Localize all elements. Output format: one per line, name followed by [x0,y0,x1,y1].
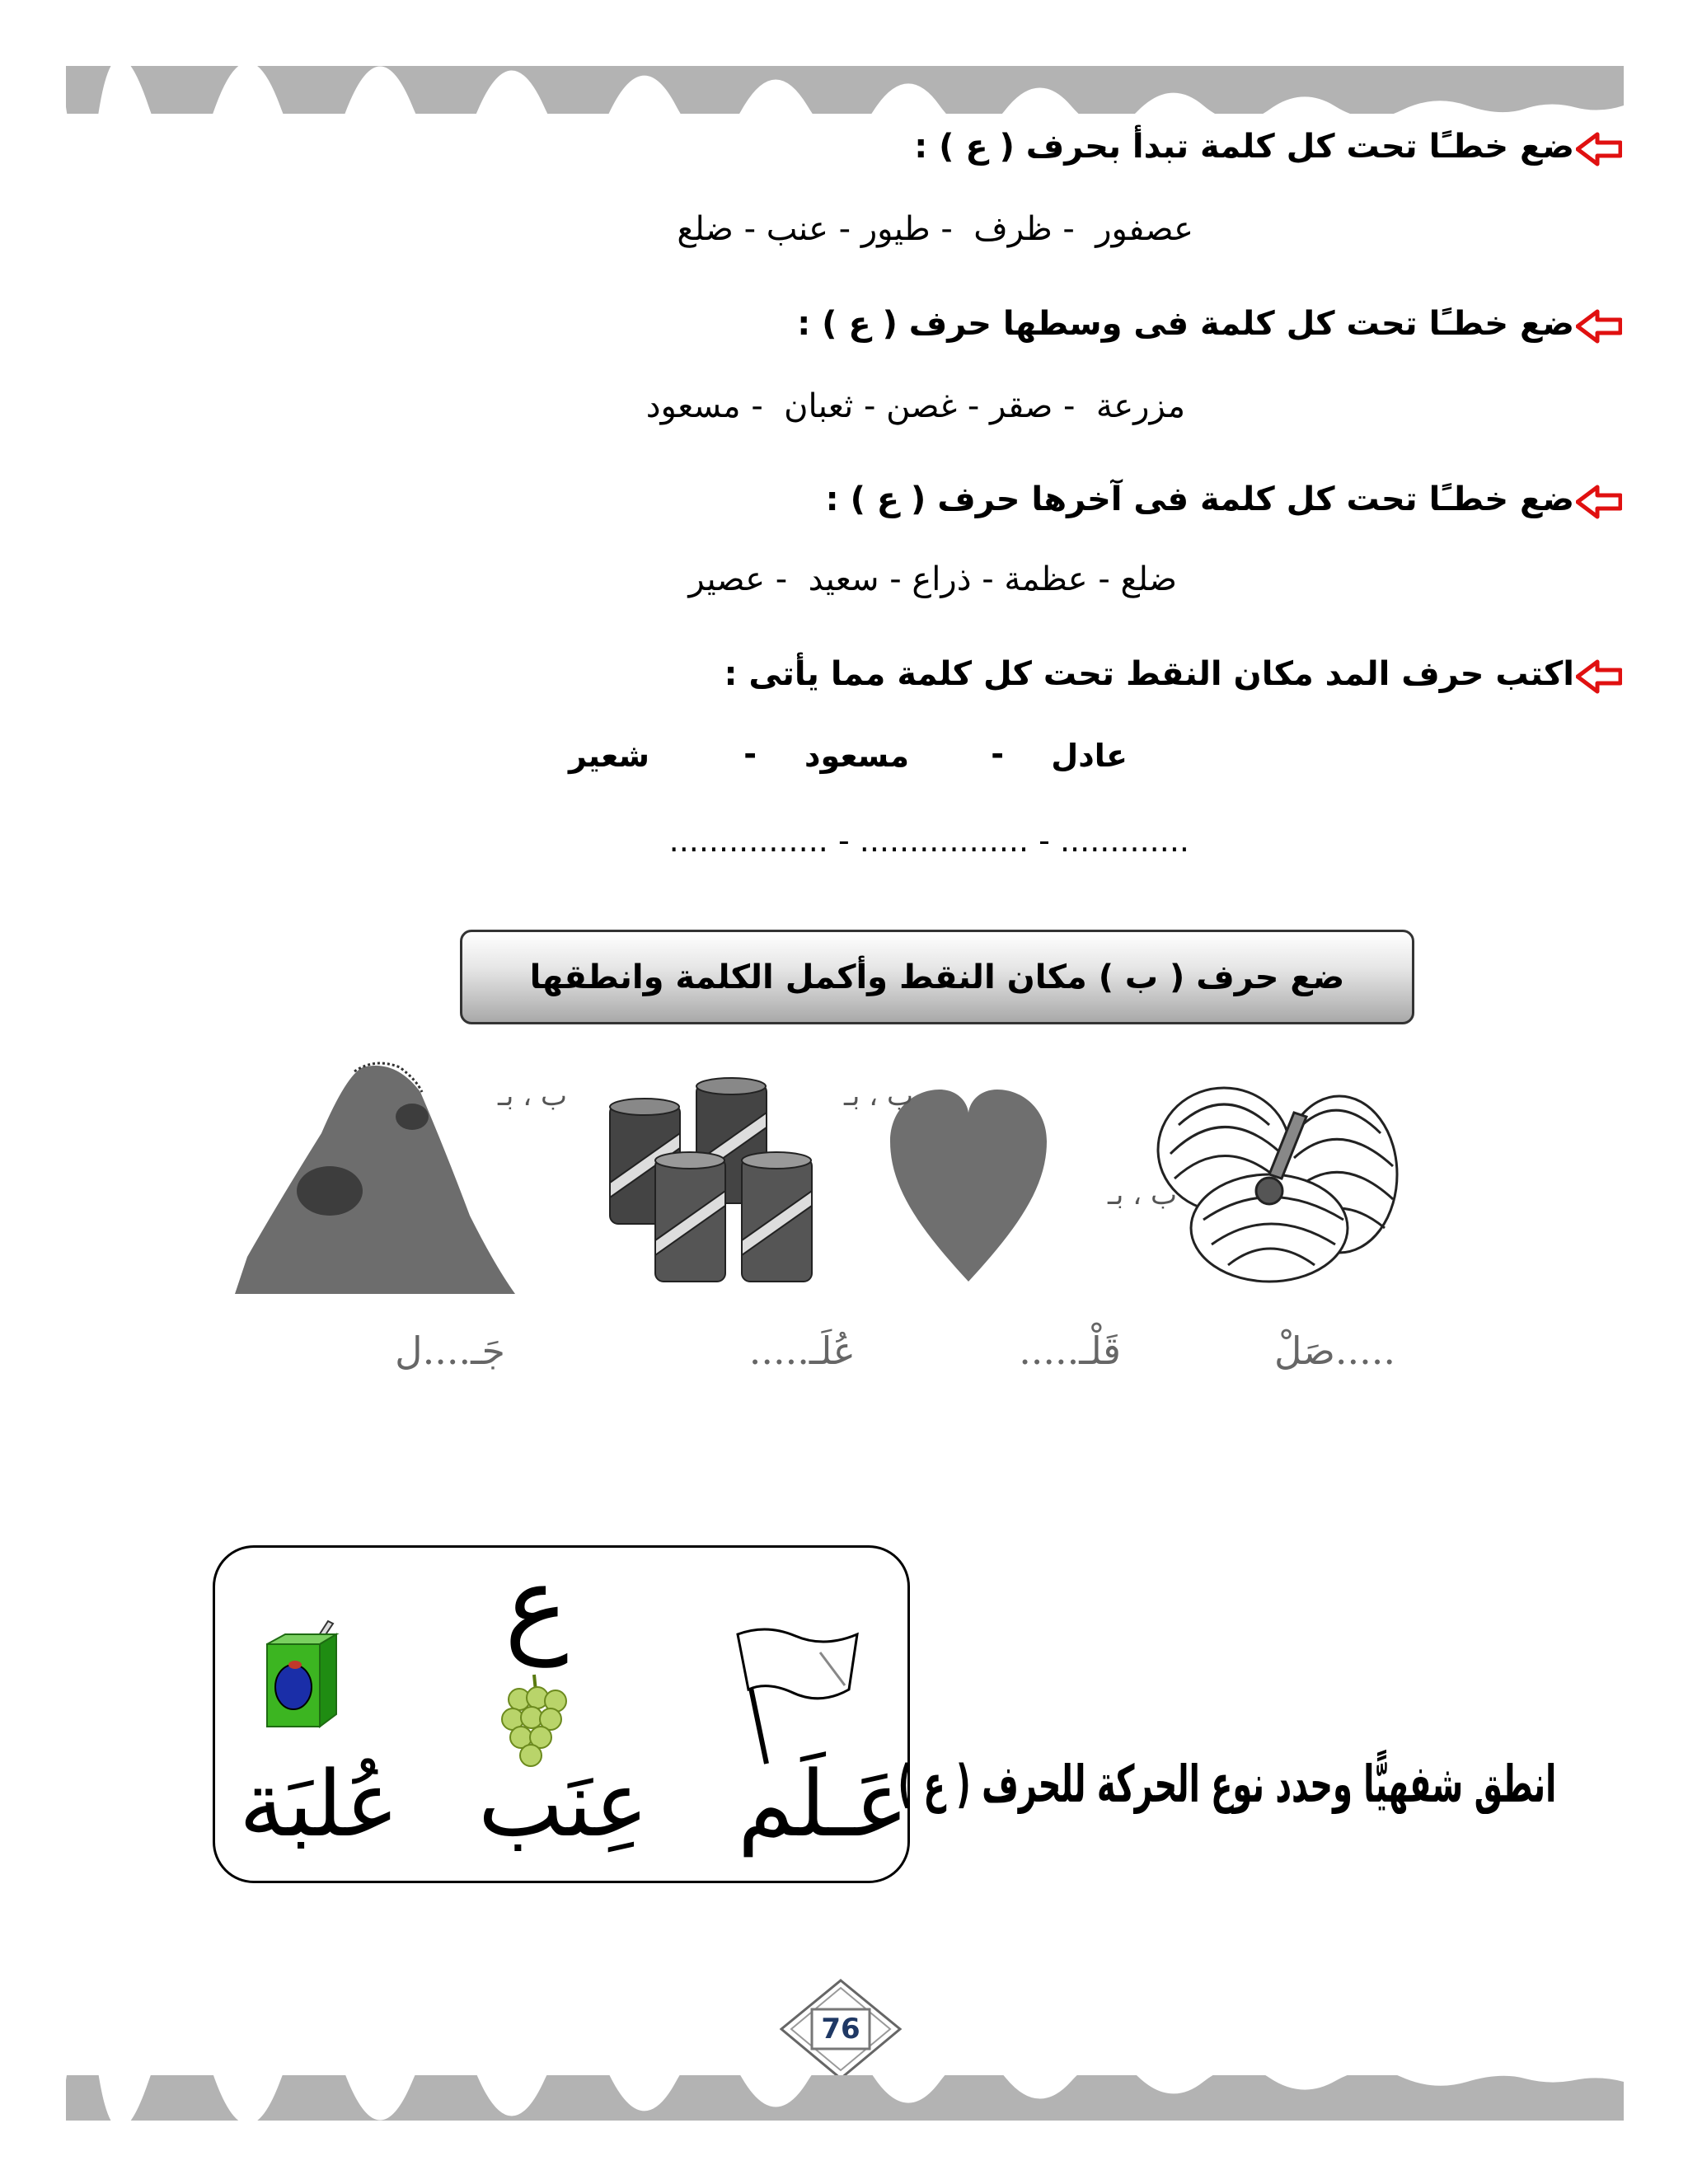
exercise-2-words: مزرعة - صقر - غصن - ثعبان - مسعود [645,387,1185,425]
exercise-1-words: عصفور - ظرف - طيور - عنب - ضلع [677,210,1193,248]
ain-letter: ع [504,1542,569,1667]
red-arrow-icon [1576,308,1622,344]
madd-instruction: اكتب حرف المد مكان النقط تحت كل كلمة مما يأتى : [724,655,1574,693]
onion-word: .....صَلْ [1273,1329,1395,1373]
cans-hint: ب ، بـ [497,1080,567,1113]
madd-separator-2: - [743,736,757,772]
exercise-2-instruction: ضع خطـًا تحت كل كلمة فى وسطها حرف ( ع ) : [797,305,1574,343]
ain-word-ulba: عُلبَة [239,1751,400,1857]
red-arrow-icon [1576,658,1622,695]
page-number: 76 [821,2013,860,2046]
heart-picture [886,1088,1051,1286]
madd-word-1: عادل [1051,738,1128,774]
cans-word: عُلَـ..... [748,1329,856,1373]
red-arrow-icon [1576,484,1622,520]
exercise-3-words: ضلع - عظمة - ذراع - سعيد - عصير [688,560,1177,598]
madd-word-2: مسعود [804,738,909,774]
flag-icon [734,1619,865,1768]
ain-word-inab: عِنَب [478,1751,649,1857]
ain-section-title: انطق شفهيًّا وحدد نوع الحركة للحرف ( ع ) [898,1754,1556,1814]
red-arrow-icon [1576,131,1622,167]
onion-hint: ب ، بـ [1107,1179,1177,1212]
mountain-picture [231,1059,519,1298]
exercise-1-instruction: ضع خطـًا تحت كل كلمة تبدأ بحرف ( ع ) : [914,128,1574,166]
exercise-3-instruction: ضع خطـًا تحت كل كلمة فى آخرها حرف ( ع ) : [825,480,1574,518]
ain-word-alam: عَـلَم [738,1751,909,1857]
madd-blanks: ............. - ................. - ................ [668,823,1189,859]
cans-picture [606,1076,820,1298]
baa-section-title: ضع حرف ( ب ) مكان النقط وأكمل الكلمة وانطقها [529,958,1345,996]
top-decorative-band [66,66,1624,114]
baa-section-title-box [460,930,1414,1024]
madd-separator-1: - [991,736,1004,772]
page-number-badge [779,1978,903,2081]
madd-word-3: شعير [569,738,649,774]
mountain-word: جَـ....ل [395,1329,505,1373]
heart-hint: ب ، بـ [843,1080,913,1113]
onion-picture [1146,1076,1401,1286]
juice-box-icon [262,1619,345,1735]
bottom-decorative-band [66,2075,1624,2121]
heart-word: قَلْـ..... [1019,1329,1121,1373]
